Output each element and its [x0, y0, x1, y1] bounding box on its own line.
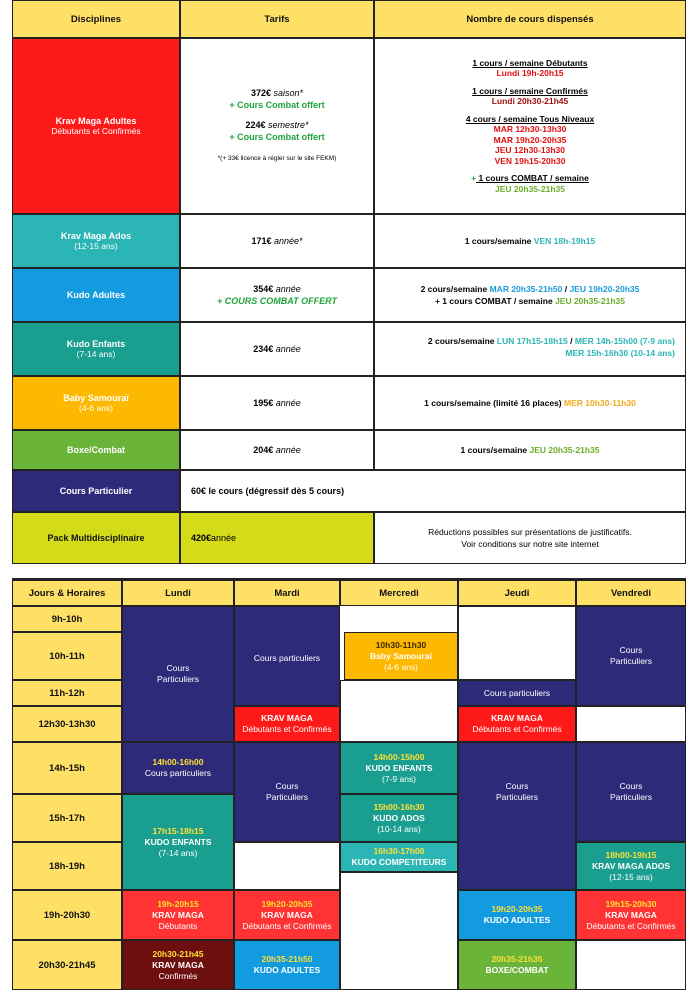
- price: 354€: [253, 284, 274, 294]
- separator: /: [567, 336, 575, 346]
- cours-kudo-enfants: [374, 322, 686, 376]
- cours-title: 2 cours/semaine: [427, 336, 495, 346]
- slot-label: KRAV MAGA: [152, 959, 204, 970]
- slot-time: 16h30-17h00: [373, 846, 425, 856]
- slot-label: KUDO ADOS: [373, 812, 425, 823]
- slot-sub: Débutants: [158, 920, 198, 931]
- schedule-header: Vendredi: [576, 580, 686, 606]
- tarif-krav-ados: [180, 214, 374, 268]
- discipline-boxe: [12, 430, 180, 470]
- lundi-cours-particuliers: [122, 606, 234, 742]
- empty-slot: [576, 940, 686, 990]
- slot-label: KRAV MAGA: [491, 713, 543, 723]
- slot-label: KUDO ENFANTS: [365, 762, 433, 773]
- discipline-sub: (7-14 ans): [76, 349, 116, 359]
- slot-time: 19h20-20h35: [491, 904, 543, 914]
- cours-title: + 1 cours COMBAT / semaine: [434, 296, 553, 306]
- price-unit: année: [273, 445, 301, 455]
- time-slot: 14h-15h: [12, 742, 122, 794]
- cours-time: MER 14h-15h00 (7-9 ans): [574, 336, 675, 346]
- cours-boxe: [374, 430, 686, 470]
- slot-label: KUDO ENFANTS: [144, 836, 212, 847]
- cours-time: MER 15h-16h30 (10-14 ans): [565, 348, 675, 358]
- slot-label: KUDO ADULTES: [253, 965, 321, 975]
- slot-time: 19h20-20h35: [261, 898, 313, 909]
- cours-time: JEU 20h35-21h35: [555, 296, 625, 306]
- slot-sub: (4-6 ans): [383, 661, 418, 672]
- slot-sub: Débutants et Confirmés: [472, 724, 562, 734]
- slot-label: Cours particuliers: [144, 768, 212, 778]
- reductions-line: Réductions possibles sur présentations de justificatifs.: [428, 527, 632, 537]
- cours-title: 1 cours / semaine Confirmés: [472, 85, 588, 96]
- slot-time: 20h35-21h35: [491, 954, 543, 964]
- tarif-particulier: 60€ le cours (dégressif dès 5 cours): [180, 470, 686, 512]
- tarif-baby: [180, 376, 374, 430]
- header-tarifs: Tarifs: [180, 0, 374, 38]
- cours-time: MER 10h30-11h30: [564, 398, 636, 408]
- time-slot: 19h-20h30: [12, 890, 122, 940]
- schedule-header: Mardi: [234, 580, 340, 606]
- jeudi-cours-particuliers-2: [458, 742, 576, 890]
- time-slot: 10h-11h: [12, 632, 122, 680]
- tarif-kudo-adultes: [180, 268, 374, 322]
- licence-note: *(+ 33€ licence à régler sur le site FEKM): [217, 155, 337, 162]
- reductions-line: Voir conditions sur notre site internet: [461, 539, 599, 549]
- slot-sub: Débutants et Confirmés: [242, 724, 332, 734]
- schedule-header: Lundi: [122, 580, 234, 606]
- slot-label: Cours Particuliers: [609, 781, 653, 802]
- slot-sub: (10-14 ans): [377, 823, 421, 834]
- cours-title: 1 cours/semaine (limité 16 places): [424, 398, 562, 408]
- schedule-header: Jours & Horaires: [12, 580, 122, 606]
- slot-time: 15h00-16h30: [373, 801, 425, 812]
- slot-time: 10h30-11h30: [375, 639, 427, 650]
- slot-label: Cours Particuliers: [265, 781, 309, 802]
- mercredi-baby-samourai: [344, 632, 458, 680]
- tarif-krav-adultes: [180, 38, 374, 214]
- schedule-header: Jeudi: [458, 580, 576, 606]
- slot-time: 19h-20h15: [157, 898, 199, 909]
- cours-time: MAR 19h20-20h35: [493, 134, 567, 145]
- header-disciplines: Disciplines: [12, 0, 180, 38]
- price-unit: année: [211, 533, 237, 543]
- slot-label: KRAV MAGA: [261, 909, 313, 920]
- header-cours: Nombre de cours dispensés: [374, 0, 686, 38]
- cours-baby: [374, 376, 686, 430]
- cours-time: VEN 19h15-20h30: [494, 155, 566, 166]
- schedule-header: Mercredi: [340, 580, 458, 606]
- slot-sub: Débutants et Confirmés: [586, 920, 676, 931]
- cours-time: VEN 18h-19h15: [533, 236, 596, 246]
- slot-time: 17h15-18h15: [152, 825, 204, 836]
- slot-sub: (7-9 ans): [381, 773, 416, 784]
- jeudi-krav-midi: [458, 706, 576, 742]
- discipline-kudo-enfants: [12, 322, 180, 376]
- slot-label: Cours particuliers: [483, 687, 551, 698]
- discipline-sub: (12-15 ans): [74, 241, 118, 251]
- vendredi-krav-ados: [576, 842, 686, 890]
- slot-label: KRAV MAGA: [261, 713, 313, 723]
- price: 234€: [253, 344, 274, 354]
- price: 420€: [191, 533, 212, 543]
- cours-time: JEU 20h35-21h35: [495, 183, 565, 194]
- offer: + Cours Combat offert: [229, 132, 325, 142]
- discipline-title: Pack Multidisciplinaire: [47, 533, 145, 543]
- lundi-kudo-enfants: [122, 794, 234, 890]
- tarif-pack: [180, 512, 374, 564]
- cours-title: 1 cours / semaine Débutants: [472, 57, 588, 68]
- discipline-title: Baby Samouraï: [63, 393, 129, 403]
- cours-title: 4 cours / semaine Tous Niveaux: [465, 113, 595, 124]
- empty-slot: [340, 680, 458, 742]
- discipline-krav-ados: [12, 214, 180, 268]
- slot-label: KUDO ADULTES: [483, 915, 551, 925]
- discipline-particulier: [12, 470, 180, 512]
- price-unit: année*: [271, 236, 303, 246]
- time-slot: 12h30-13h30: [12, 706, 122, 742]
- vendredi-cours-particuliers: [576, 606, 686, 706]
- mercredi-kudo-enfants: [340, 742, 458, 794]
- slot-label: KRAV MAGA: [152, 909, 204, 920]
- cours-time: Lundi 19h-20h15: [496, 68, 564, 79]
- vendredi-krav-maga: [576, 890, 686, 940]
- slot-label: Cours Particuliers: [609, 645, 653, 666]
- price-unit: année: [273, 398, 301, 408]
- cours-time: LUN 17h15-18h15: [496, 336, 568, 346]
- lundi-particuliers-14h: [122, 742, 234, 794]
- discipline-title: Krav Maga Ados: [60, 231, 132, 241]
- slot-label: KUDO COMPETITEURS: [351, 857, 447, 867]
- price: 171€: [251, 236, 272, 246]
- time-slot: 9h-10h: [12, 606, 122, 632]
- slot-time: 18h00-19h15: [605, 849, 657, 860]
- slot-sub: (7-14 ans): [158, 847, 198, 858]
- discipline-kudo-adultes: [12, 268, 180, 322]
- empty-slot: [458, 606, 576, 680]
- discipline-baby: [12, 376, 180, 430]
- discipline-pack: [12, 512, 180, 564]
- reductions-info: [374, 512, 686, 564]
- tarif-boxe: [180, 430, 374, 470]
- time-slot: 11h-12h: [12, 680, 122, 706]
- cours-time: Lundi 20h30-21h45: [491, 96, 569, 107]
- slot-sub: Confirmés: [158, 970, 198, 981]
- time-slot: 15h-17h: [12, 794, 122, 842]
- price-unit: année: [273, 284, 301, 294]
- cours-title: 1 cours/semaine: [460, 445, 528, 455]
- mercredi-kudo-competiteurs: [340, 842, 458, 872]
- price-unit: saison*: [271, 88, 304, 98]
- empty-slot: [340, 606, 458, 632]
- lundi-krav-debutants: [122, 890, 234, 940]
- slot-label: KRAV MAGA ADOS: [591, 860, 671, 871]
- slot-label: Cours Particuliers: [156, 663, 200, 684]
- empty-slot: [576, 706, 686, 742]
- discipline-title: Kudo Enfants: [66, 339, 126, 349]
- slot-sub: (12-15 ans): [609, 871, 653, 882]
- time-slot: 18h-19h: [12, 842, 122, 890]
- mardi-krav-midi: [234, 706, 340, 742]
- cours-time: JEU 12h30-13h30: [495, 145, 565, 156]
- cours-title: 1 cours COMBAT / semaine: [476, 173, 589, 184]
- discipline-sub: Débutants et Confirmés: [51, 126, 141, 136]
- offer: + COURS COMBAT OFFERT: [217, 296, 337, 306]
- discipline-sub: (4-6 ans): [78, 403, 113, 413]
- slot-time: 14h00-16h00: [152, 757, 204, 767]
- lundi-krav-confirmes: [122, 940, 234, 990]
- discipline-title: Krav Maga Adultes: [55, 116, 137, 126]
- jeudi-boxe-combat: [458, 940, 576, 990]
- price-unit: année: [273, 344, 301, 354]
- cours-title: 2 cours/semaine: [420, 284, 488, 294]
- slot-time: 20h35-21h50: [261, 954, 313, 964]
- price-unit: semestre*: [265, 120, 309, 130]
- empty-slot: [234, 842, 340, 890]
- slot-time: 14h00-15h00: [373, 751, 425, 762]
- slot-label: BOXE/COMBAT: [485, 965, 549, 975]
- price: 204€: [253, 445, 274, 455]
- mardi-cours-particuliers-2: [234, 742, 340, 842]
- jeudi-kudo-adultes: [458, 890, 576, 940]
- jeudi-cours-particuliers: [458, 680, 576, 706]
- cours-krav-adultes: [374, 38, 686, 214]
- discipline-title: Cours Particulier: [59, 486, 133, 496]
- cours-time: MAR 20h35-21h50: [489, 284, 563, 294]
- cours-title: 1 cours/semaine: [464, 236, 532, 246]
- price: 224€: [245, 120, 266, 130]
- offer: + Cours Combat offert: [229, 100, 325, 110]
- plus-sign: +: [471, 173, 477, 184]
- cours-kudo-adultes: [374, 268, 686, 322]
- slot-label: Cours particuliers: [253, 653, 321, 663]
- discipline-krav-adultes: [12, 38, 180, 214]
- discipline-title: Boxe/Combat: [66, 445, 125, 455]
- cours-time: MAR 12h30-13h30: [493, 124, 567, 135]
- tarif-kudo-enfants: [180, 322, 374, 376]
- cours-krav-ados: [374, 214, 686, 268]
- slot-sub: Débutants et Confirmés: [242, 920, 332, 931]
- vendredi-cours-particuliers-2: [576, 742, 686, 842]
- mardi-krav-soir: [234, 890, 340, 940]
- price: 372€: [250, 88, 271, 98]
- slot-time: 20h30-21h45: [152, 948, 204, 959]
- slot-label: Cours Particuliers: [495, 781, 539, 802]
- time-slot: 20h30-21h45: [12, 940, 122, 990]
- cours-time: JEU 19h20-20h35: [569, 284, 640, 294]
- slot-label: Baby Samouraï: [370, 650, 432, 661]
- separator: /: [562, 284, 570, 294]
- cours-time: JEU 20h35-21h35: [529, 445, 600, 455]
- mercredi-kudo-ados: [340, 794, 458, 842]
- empty-slot: [340, 872, 458, 990]
- slot-label: KRAV MAGA: [605, 909, 657, 920]
- mardi-kudo-adultes: [234, 940, 340, 990]
- mardi-cours-particuliers: [234, 606, 340, 706]
- slot-time: 19h15-20h30: [605, 898, 657, 909]
- price: 195€: [253, 398, 274, 408]
- discipline-title: Kudo Adultes: [66, 290, 126, 300]
